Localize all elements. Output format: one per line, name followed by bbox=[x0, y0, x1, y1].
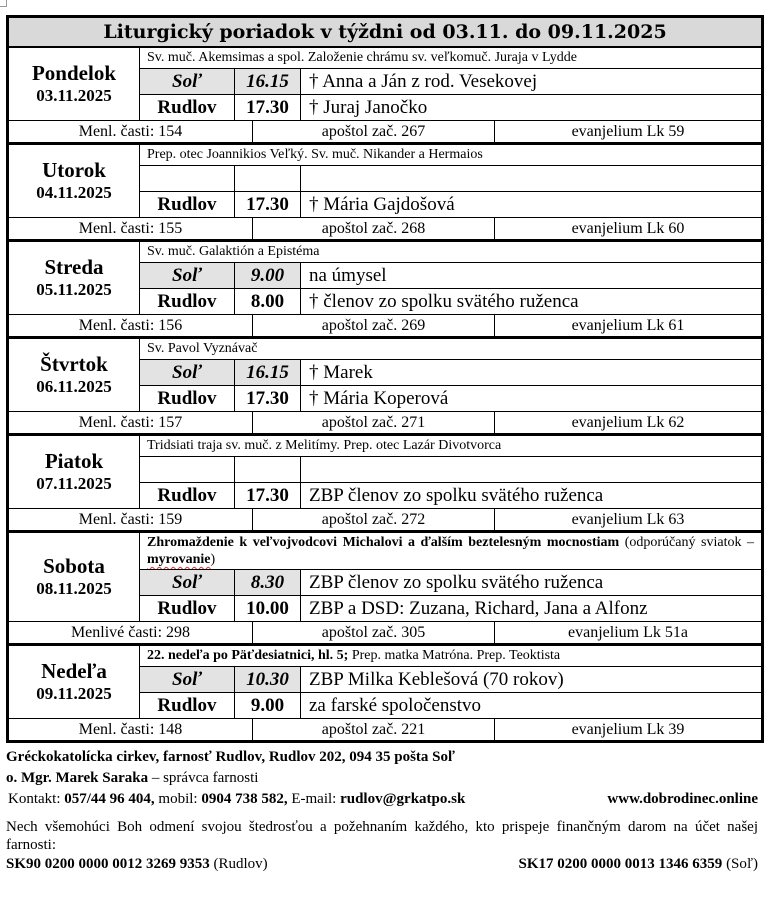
readings-row bbox=[9, 508, 761, 530]
day-block-utorok bbox=[9, 145, 761, 242]
bank-accounts bbox=[6, 854, 758, 875]
service-place: Rudlov bbox=[140, 483, 235, 508]
service-place: Rudlov bbox=[140, 386, 235, 411]
service-place: Soľ bbox=[140, 667, 235, 692]
feast-text: Prep. otec Joannikios Veľký. Sv. muč. Nikander a Hermaios bbox=[140, 145, 761, 166]
service-time: 8.00 bbox=[235, 289, 301, 314]
day-block-sobota bbox=[9, 533, 761, 646]
day-block-piatok bbox=[9, 436, 761, 533]
service-time: 17.30 bbox=[235, 386, 301, 411]
service-intention: ZBP a DSD: Zuzana, Richard, Jana a Alfonz bbox=[309, 598, 648, 619]
service-time: 16.15 bbox=[235, 360, 301, 385]
feast-note-post: ) bbox=[210, 552, 216, 567]
priest-name: o. Mgr. Marek Saraka bbox=[6, 770, 149, 786]
day-name: Streda bbox=[44, 255, 104, 279]
day-block-nedela bbox=[9, 646, 761, 740]
feast-text bbox=[140, 533, 761, 570]
service-place: Soľ bbox=[140, 360, 235, 385]
service-intention: † členov zo spolku svätého ruženca bbox=[309, 291, 579, 312]
service-row bbox=[140, 95, 761, 120]
readings-menl: Menlivé časti: 298 bbox=[9, 622, 253, 643]
service-time bbox=[235, 166, 301, 191]
day-name: Nedeľa bbox=[41, 659, 107, 683]
day-date: 08.11.2025 bbox=[36, 579, 112, 598]
service-time: 17.30 bbox=[235, 483, 301, 508]
service-place: Rudlov bbox=[140, 693, 235, 718]
feast-text: Sv. muč. Galaktión a Epistéma bbox=[140, 242, 761, 263]
service-time: 17.30 bbox=[235, 192, 301, 217]
priest-role: – správca farnosti bbox=[148, 770, 259, 786]
service-intention: na úmysel bbox=[309, 265, 387, 286]
feast-text: Sv. Pavol Vyznávač bbox=[140, 339, 761, 360]
readings-evanjelium: evanjelium Lk 39 bbox=[571, 721, 685, 738]
service-intention: ZBP členov zo spolku svätého ruženca bbox=[309, 485, 604, 506]
day-date: 06.11.2025 bbox=[36, 377, 112, 396]
service-intention: † Mária Koperová bbox=[309, 388, 449, 409]
readings-row bbox=[9, 314, 761, 336]
service-place bbox=[140, 166, 235, 191]
day-name: Utorok bbox=[42, 158, 106, 182]
parish-footer bbox=[6, 747, 758, 875]
service-row bbox=[140, 360, 761, 386]
service-place bbox=[140, 457, 235, 482]
service-time: 16.15 bbox=[235, 69, 301, 94]
readings-apostol: apoštol zač. 271 bbox=[253, 412, 495, 433]
service-place: Rudlov bbox=[140, 192, 235, 217]
liturgical-schedule-table bbox=[6, 15, 764, 743]
day-date: 03.11.2025 bbox=[36, 86, 112, 105]
readings-apostol: apoštol zač. 268 bbox=[253, 218, 495, 239]
day-name: Pondelok bbox=[31, 61, 117, 85]
service-intention: ZBP Milka Keblešová (70 rokov) bbox=[309, 669, 564, 690]
readings-apostol: apoštol zač. 269 bbox=[253, 315, 495, 336]
day-name: Sobota bbox=[43, 554, 105, 578]
priest-line bbox=[6, 768, 758, 789]
day-name: Piatok bbox=[44, 449, 104, 473]
service-place: Rudlov bbox=[140, 596, 235, 621]
readings-row bbox=[9, 120, 761, 142]
contact-label: Kontakt: bbox=[8, 791, 65, 807]
day-date: 05.11.2025 bbox=[36, 280, 112, 299]
readings-evanjelium: evanjelium Lk 60 bbox=[571, 220, 685, 237]
service-row bbox=[140, 570, 761, 596]
day-name: Štvrtok bbox=[40, 352, 108, 376]
email-label: E-mail: bbox=[287, 791, 341, 807]
document-corner-mark bbox=[0, 0, 7, 7]
readings-row bbox=[9, 217, 761, 239]
readings-apostol: apoštol zač. 305 bbox=[253, 622, 495, 643]
schedule-title: Liturgický poriadok v týždni od 03.11. do 09.11.2025 bbox=[9, 18, 761, 48]
service-row bbox=[140, 386, 761, 411]
readings-apostol: apoštol zač. 267 bbox=[253, 121, 495, 142]
day-block-stvrtok bbox=[9, 339, 761, 436]
feast-note-bold: myrovanie bbox=[147, 552, 211, 567]
service-intention: † Juraj Janočko bbox=[309, 97, 428, 118]
readings-menl: Menl. časti: 155 bbox=[9, 218, 253, 239]
service-row bbox=[140, 693, 761, 718]
account-sol-label: (Soľ) bbox=[722, 856, 758, 872]
service-place: Soľ bbox=[140, 69, 235, 94]
service-time bbox=[235, 457, 301, 482]
readings-menl: Menl. časti: 148 bbox=[9, 719, 253, 740]
readings-menl: Menl. časti: 159 bbox=[9, 509, 253, 530]
donation-note: Nech všemohúci Boh odmení svojou štedrosťou a požehnaním každého, kto prispeje finančným darom na účet našej farnosti: bbox=[6, 819, 758, 853]
feast-text: Sv. muč. Akemsimas a spol. Založenie chrámu sv. veľkomuč. Juraja v Lydde bbox=[140, 48, 761, 69]
readings-evanjelium: evanjelium Lk 62 bbox=[571, 414, 685, 431]
service-row bbox=[140, 667, 761, 693]
contact-line bbox=[6, 789, 758, 810]
readings-apostol: apoštol zač. 272 bbox=[253, 509, 495, 530]
readings-menl: Menl. časti: 154 bbox=[9, 121, 253, 142]
service-row-empty bbox=[140, 166, 761, 192]
service-place: Rudlov bbox=[140, 95, 235, 120]
service-row bbox=[140, 69, 761, 95]
service-time: 9.00 bbox=[235, 263, 301, 288]
service-time: 8.30 bbox=[235, 570, 301, 595]
readings-evanjelium: evanjelium Lk 59 bbox=[571, 123, 685, 140]
readings-menl: Menl. časti: 157 bbox=[9, 412, 253, 433]
service-intention: za farské spoločenstvo bbox=[309, 695, 481, 716]
readings-menl: Menl. časti: 156 bbox=[9, 315, 253, 336]
feast-title: 22. nedeľa po Päťdesiatnici, hl. 5; bbox=[147, 648, 349, 663]
day-block-streda bbox=[9, 242, 761, 339]
day-date: 04.11.2025 bbox=[36, 183, 112, 202]
service-intention: ZBP členov zo spolku svätého ruženca bbox=[309, 572, 604, 593]
readings-row bbox=[9, 621, 761, 643]
website-link[interactable]: www.dobrodinec.online bbox=[607, 791, 758, 807]
feast-note-pre: (odporúčaný sviatok – bbox=[624, 535, 755, 550]
day-block-pondelok bbox=[9, 48, 761, 145]
service-time: 9.00 bbox=[235, 693, 301, 718]
readings-row bbox=[9, 718, 761, 740]
service-intention: † Anna a Ján z rod. Vesekovej bbox=[309, 71, 538, 92]
day-date: 07.11.2025 bbox=[36, 474, 112, 493]
service-place: Soľ bbox=[140, 263, 235, 288]
service-intention bbox=[301, 166, 761, 191]
service-row bbox=[140, 289, 761, 314]
service-time: 10.00 bbox=[235, 596, 301, 621]
readings-apostol: apoštol zač. 221 bbox=[253, 719, 495, 740]
service-row bbox=[140, 596, 761, 621]
day-date: 09.11.2025 bbox=[36, 684, 112, 703]
feast-text: Tridsiati traja sv. muč. z Melitímy. Prep. otec Lazár Divotvorca bbox=[140, 436, 761, 457]
account-sol: SK17 0200 0000 0013 1346 6359 bbox=[518, 856, 723, 872]
service-row bbox=[140, 192, 761, 217]
readings-evanjelium: evanjelium Lk 51a bbox=[568, 624, 688, 641]
readings-evanjelium: evanjelium Lk 63 bbox=[571, 511, 685, 528]
account-rudlov: SK90 0200 0000 0012 3269 9353 bbox=[6, 856, 210, 872]
service-row-empty bbox=[140, 457, 761, 483]
service-time: 10.30 bbox=[235, 667, 301, 692]
mobile-label: mobil: bbox=[154, 791, 202, 807]
service-row bbox=[140, 263, 761, 289]
feast-text bbox=[140, 646, 761, 667]
readings-evanjelium: evanjelium Lk 61 bbox=[571, 317, 685, 334]
service-intention: † Mária Gajdošová bbox=[309, 194, 455, 215]
service-intention: † Marek bbox=[309, 362, 373, 383]
service-place: Soľ bbox=[140, 570, 235, 595]
mobile-number: 0904 738 582, bbox=[201, 791, 288, 807]
readings-row bbox=[9, 411, 761, 433]
parish-address: Gréckokatolícka cirkev, farnosť Rudlov, Rudlov 202, 094 35 pošta Soľ bbox=[6, 749, 456, 765]
service-place: Rudlov bbox=[140, 289, 235, 314]
service-intention bbox=[301, 457, 761, 482]
phone-number: 057/44 96 404, bbox=[64, 791, 155, 807]
feast-rest: Prep. matka Matróna. Prep. Teoktista bbox=[348, 648, 561, 663]
account-rudlov-label: (Rudlov) bbox=[209, 856, 268, 872]
service-time: 17.30 bbox=[235, 95, 301, 120]
feast-title: Zhromaždenie k veľvojvodcovi Michalovi a ďalším beztelesným mocnostiam bbox=[147, 535, 620, 550]
email-link[interactable]: rudlov@grkatpo.sk bbox=[340, 791, 466, 807]
service-row bbox=[140, 483, 761, 508]
